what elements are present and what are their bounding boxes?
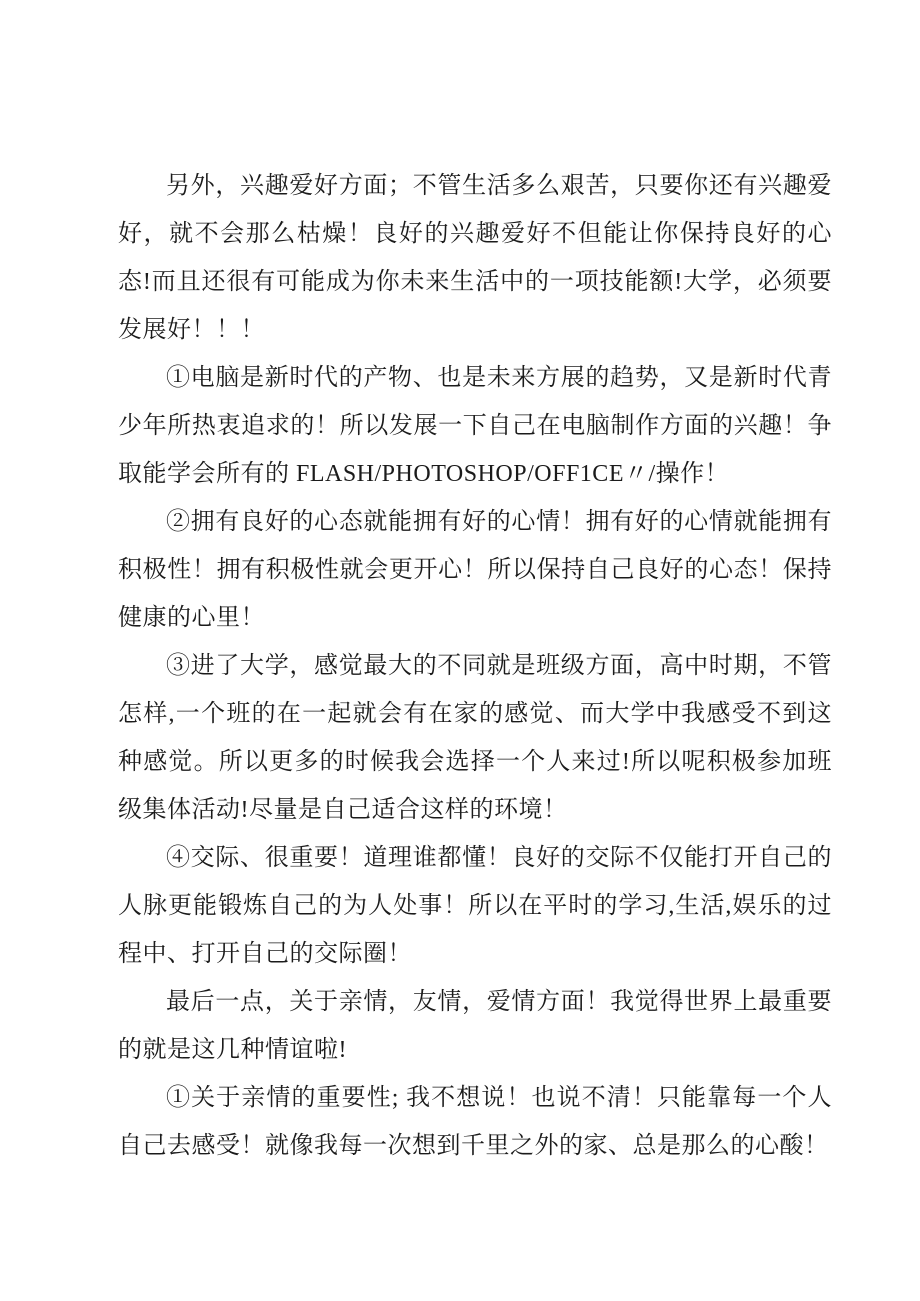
paragraph-item2-mindset: ②拥有良好的心态就能拥有好的心情！拥有好的心情就能拥有积极性！拥有积极性就会更开心！所以保持自己良好的心态！保持健康的心里！ — [118, 509, 832, 631]
paragraph-item1-family: ①关于亲情的重要性; 我不想说！也说不清！只能靠每一个人自己去感受！就像我每一次想到千里之外的家、总是那么的心酸！ — [118, 1085, 832, 1159]
paragraph-hobbies-intro: 另外，兴趣爱好方面；不管生活多么艰苦，只要你还有兴趣爱好，就不会那么枯燥！良好的兴趣爱好不但能让你保持良好的心态!而且还很有可能成为你未来生活中的一项技能额!大学，必须要发展好！！！ — [118, 173, 832, 343]
paragraph-item1-computer: ①电脑是新时代的产物、也是未来方展的趋势，又是新时代青少年所热衷追求的！所以发展一下自己在电脑制作方面的兴趣！争取能学会所有的 FLASH/PHOTOSHOP/OFF1CE〃/操作！ — [118, 365, 832, 487]
paragraph-item3-class: ③进了大学，感觉最大的不同就是班级方面，高中时期，不管怎样,一个班的在一起就会有在家的感觉、而大学中我感受不到这种感觉。所以更多的时候我会选择一个人来过!所以呢积极参加班级集体活动!尽量是自己适合这样的环境！ — [118, 653, 832, 823]
paragraph-item4-social: ④交际、很重要！道理谁都懂！良好的交际不仅能打开自己的人脉更能锻炼自己的为人处事！所以在平时的学习,生活,娱乐的过程中、打开自己的交际圈！ — [118, 845, 832, 967]
paragraph-last-point: 最后一点，关于亲情，友情，爱情方面！我觉得世界上最重要的就是这几种情谊啦! — [118, 989, 832, 1063]
document-body — [118, 162, 832, 1170]
